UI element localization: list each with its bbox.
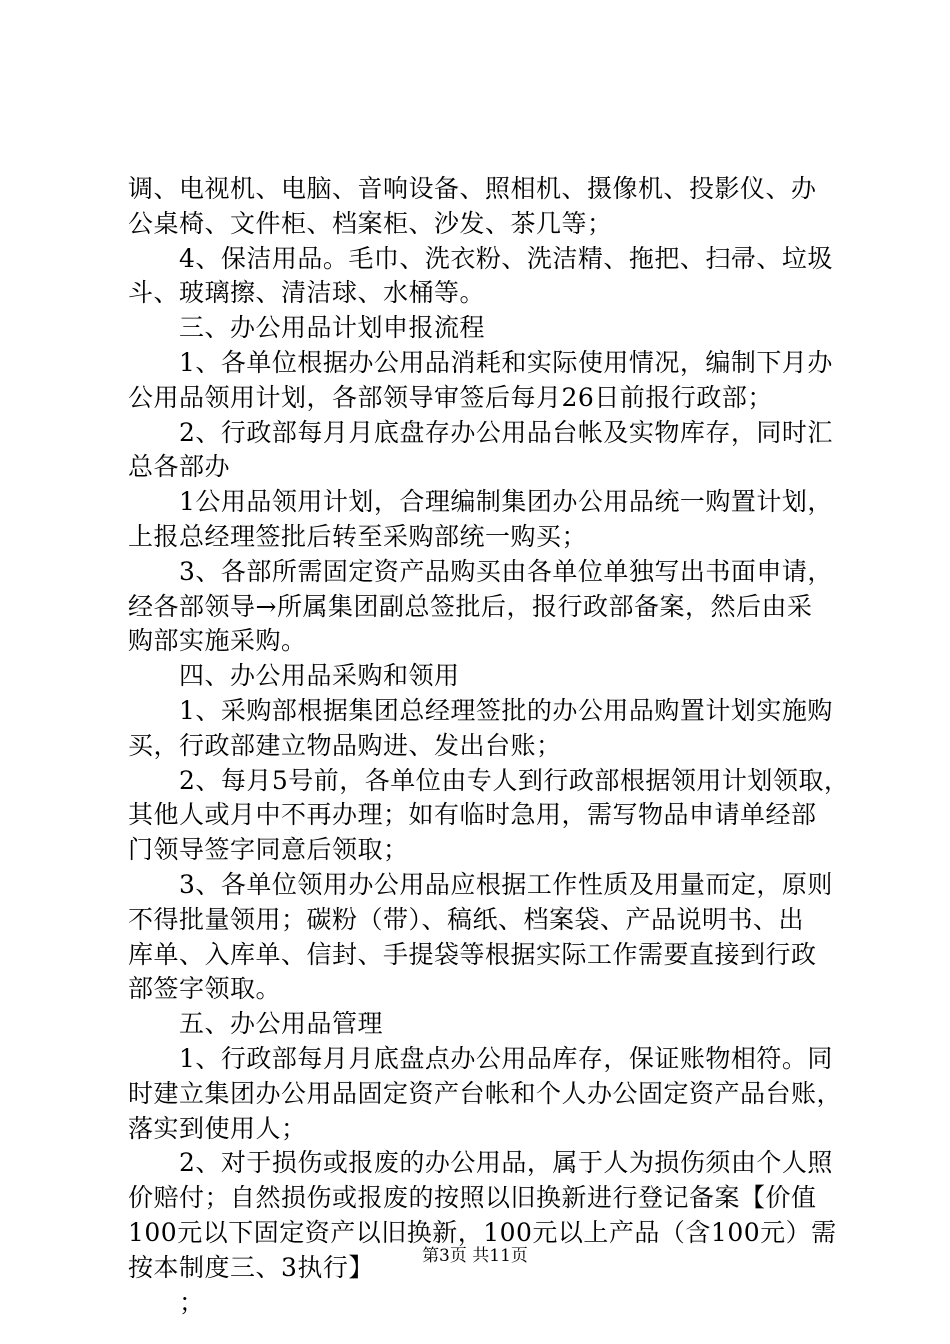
text-line: ； (128, 1287, 205, 1317)
page-footer (0, 1244, 950, 1268)
text-line: 3、各部所需固定资产品购买由各单位单独写出书面申请， (128, 556, 833, 586)
text-line: 公用品领用计划，各部领导审签后每月26日前报行政部； (128, 382, 773, 412)
page-number: 第3页 共11页 (422, 1246, 528, 1266)
document-body (128, 172, 850, 1320)
text-line: 门领导签字同意后领取； (128, 835, 409, 865)
text-line: 其他人或月中不再办理；如有临时急用，需写物品申请单经部 (128, 800, 817, 830)
text-line: 时建立集团办公用品固定资产台帐和个人办公固定资产品台账， (128, 1078, 843, 1108)
section-heading: 五、办公用品管理 (128, 1009, 384, 1039)
text-line: 购部实施采购。 (128, 626, 307, 656)
text-line: 1、采购部根据集团总经理签批的办公用品购置计划实施购 (128, 695, 833, 725)
text-line: 部签字领取。 (128, 974, 282, 1004)
text-line: 斗、玻璃擦、清洁球、水桶等。 (128, 278, 486, 308)
text-line: 1、行政部每月月底盘点办公用品库存，保证账物相符。同 (128, 1043, 833, 1073)
text-line: 买，行政部建立物品购进、发出台账； (128, 730, 562, 760)
text-line: 上报总经理签批后转至采购部统一购买； (128, 521, 588, 551)
text-line: 4、保洁用品。毛巾、洗衣粉、洗洁精、拖把、扫帚、垃圾 (128, 243, 833, 273)
text-line: 2、行政部每月月底盘存办公用品台帐及实物库存，同时汇 (128, 417, 833, 447)
text-line: 公桌椅、文件柜、档案柜、沙发、茶几等； (128, 208, 613, 238)
text-line: 调、电视机、电脑、音响设备、照相机、摄像机、投影仪、办 (128, 174, 817, 203)
text-line: 经各部领导→所属集团副总签批后，报行政部备案，然后由采 (128, 591, 813, 621)
text-line: 1公用品领用计划，合理编制集团办公用品统一购置计划， (128, 487, 833, 517)
text-line: 总各部办 (128, 452, 231, 482)
text-line: 2、每月5号前，各单位由专人到行政部根据领用计划领取， (128, 765, 850, 795)
section-heading: 四、办公用品采购和领用 (128, 661, 460, 691)
text-line: 2、对于损伤或报废的办公用品，属于人为损伤须由个人照 (128, 1148, 833, 1178)
text-line: 价赔付；自然损伤或报废的按照以旧换新进行登记备案【价值 (128, 1183, 817, 1213)
text-line: 不得批量领用；碳粉（带）、稿纸、档案袋、产品说明书、出 (128, 904, 805, 934)
text-line: 100元以下固定资产以旧换新，100元以上产品（含100元）需 (128, 1217, 837, 1247)
text-line: 3、各单位领用办公用品应根据工作性质及用量而定，原则 (128, 869, 833, 899)
text-line: 按本制度三、3执行】 (128, 1252, 374, 1282)
text-line: 1、各单位根据办公用品消耗和实际使用情况，编制下月办 (128, 347, 833, 377)
text-line: 落实到使用人； (128, 1113, 307, 1143)
text-line: 库单、入库单、信封、手提袋等根据实际工作需要直接到行政 (128, 939, 817, 969)
section-heading: 三、办公用品计划申报流程 (128, 313, 486, 343)
